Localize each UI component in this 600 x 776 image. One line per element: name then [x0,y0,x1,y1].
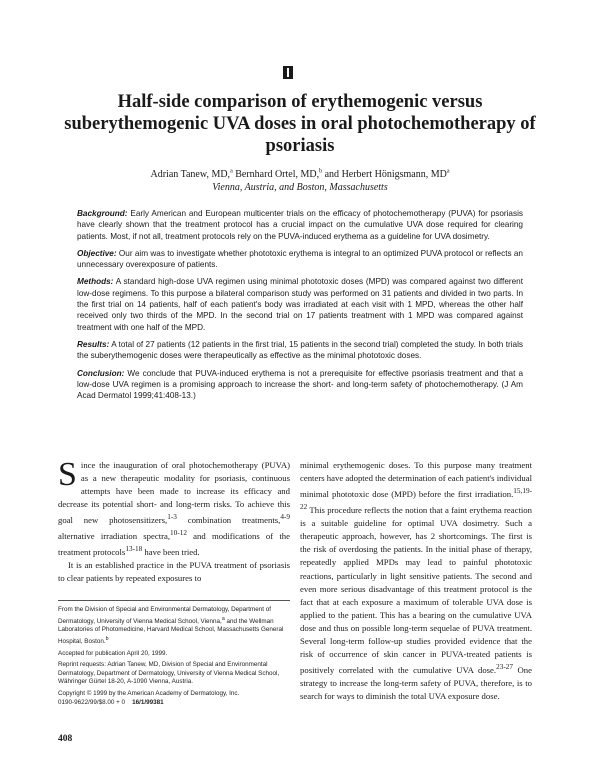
author-name: Adrian Tanew, MD, [150,169,231,180]
article-title: Half-side comparison of erythemogenic versus suberythemogenic UVA doses in oral photochemotherapy of psoriasis [64,92,536,156]
abstract-results [77,339,523,362]
footnote-text: Copyright © 1999 by the American Academy of Dermatology, Inc. [58,689,240,697]
author-name: Bernhard Ortel, MD, [235,169,320,180]
author-separator: and [322,169,342,180]
footnote-accepted: Accepted for publication April 20, 1999. [58,649,168,657]
footnote-affiliation [58,606,290,647]
abstract-text: A total of 27 patients (12 patients in the first trial, 15 patients in the second trial) completed the study. In both trials the suberythemogenic doses were therapeutically as effective as the minimal phototoxic doses. [77,339,523,361]
author-affiliation: Vienna, Austria, and Boston, Massachusetts [212,182,388,193]
author-affiliation-mark: b [319,168,323,175]
body-text: have been tried. [142,547,200,558]
body-text: minimal erythemogenic doses. To this purpose many treatment centers have adopted the determination of each patient's individual minimal phototoxic dose (MPD) before the first irradiation. [300,460,532,500]
footnote-code: 16/1/99381 [132,698,164,706]
author-line [60,168,540,181]
body-column-right [300,459,532,703]
author-name: Herbert Hönigsmann, MD [341,169,447,180]
citation-ref: 23-27 [496,663,513,672]
citation-ref: 13-18 [125,545,143,554]
abstract [77,208,523,407]
body-text: and modifications of the treatment protocols [58,531,290,558]
abstract-label: Results: [77,339,110,349]
author-affiliation-mark: a [221,615,225,622]
author-affiliation-mark: a [446,168,450,175]
abstract-text: A standard high-dose UVA regimen using minimal phototoxic doses (MPD) was compared against two different low-dose regimens. To this purpose a bilateral comparison study was performed on 31 patients and divided in two parts. In the first trial on 14 patients, half of each patient's body was irradiated at each visit with 1 MPD, whereas the other half received only two thirds of the MPD. In the second trial on 17 patients treatment with 1 MPD was compared against treatment with one half of the MPD. [77,277,523,332]
page-number: 408 [58,734,73,744]
citation-ref: 1-3 [167,513,177,522]
drop-cap: S [58,456,77,493]
footnote-text: and the Wellman Laboratories of Photomedicine, Harvard Medical School, Massachusetts General Hospital, Boston. [58,617,284,645]
abstract-conclusion [77,368,523,402]
footnote-copyright [58,690,290,707]
citation-ref: 10-12 [170,529,187,538]
journal-logo-icon [283,66,293,79]
footnote-code: 0190-9622/99/$8.00 + 0 [58,698,126,706]
body-text: alternative irradiation spectra, [58,531,171,542]
footnote-text: From the Division of Special and Environmental Dermatology, Department of Dermatology, University of Vienna Medical School, Vienna, [58,606,272,625]
body-text: ince the inauguration of oral photochemotherapy (PUVA) as a new therapeutic modality for psoriasis, continuous attempts have been made to increase its efficacy and decrease its potential short- and long-term risks. To achieve this goal new photosensitizers, [58,460,290,526]
abstract-label: Methods: [77,277,114,287]
citation-ref: 4-9 [280,513,290,522]
abstract-objective [77,248,523,271]
abstract-text: Our aim was to investigate whether phototoxic erythema is integral to an optimized PUVA protocol or reflects an unnecessary overexposure of patients. [77,248,523,270]
abstract-background [77,208,523,242]
abstract-text: We conclude that PUVA-induced erythema is not a prerequisite for effective psoriasis treatment and that a low-dose UVA regimen is a promising approach to increase the short- and long-term safety of photochemotherapy. (J Am Acad Dermatol 1999;41:408-13.) [77,368,523,401]
body-paragraph [300,459,532,703]
abstract-label: Background: [77,209,128,218]
body-text: One strategy to increase the long-term safety of PUVA, therefore, is to search for ways to diminish the total UVA exposure dose. [300,665,532,702]
abstract-text: Early American and European multicenter trials on the efficacy of photochemotherapy (PUVA) for psoriasis have clearly shown that the treatment protocol has a crucial impact on the cumulative UVA dose required for clearing patients. Most, if not all, treatment protocols rely on the PUVA-induced erythema as a guideline for UVA dosimetry. [77,209,523,241]
body-column-left [58,456,290,586]
author-affiliation-mark: b [105,635,109,642]
abstract-label: Objective: [77,248,117,258]
footnote-divider [58,600,290,601]
footnote-reprint: Reprint requests: Adrian Tanew, MD, Division of Special and Environmental Dermatology, Department of Dermatology, University of Vienna Medical School, Währinger Gürtel 18-20, A-1090 Vienna, Austria. [58,661,280,686]
footnotes [58,606,290,710]
author-affiliation-mark: a [230,168,233,175]
body-text: This procedure reflects the notion that a faint erythema reaction is a suitable guideline for optimal UVA dosimetry. Such a therapeutic approach, however, has 2 shortcomings. The first is the risk of overdosing the patients. In the initial phase of therapy, repeatedly applied MPDs may lead to painful phototoxic reactions, particularly in light sensitive patients. The second and even more serious disadvantage of this treatment protocol is the fact that at each exposure a maximum of tolerable UVA dose is applied to the patient. This has a bearing on the cumulative UVA dose and thus on possible long-term sequelae of PUVA treatment. Several long-term follow-up studies provided evidence that the risk of occurrence of skin cancer in PUVA-treated patients is positively correlated with the cumulative UVA dose. [300,505,532,676]
abstract-methods [77,276,523,332]
body-paragraph: It is an established practice in the PUVA treatment of psoriasis to clear patients by repeated exposures to [58,560,290,584]
abstract-label: Conclusion: [77,368,125,378]
citation-ref: 15,19-22 [300,487,532,512]
body-paragraph [58,456,290,559]
body-text: combination treatments, [176,515,281,526]
